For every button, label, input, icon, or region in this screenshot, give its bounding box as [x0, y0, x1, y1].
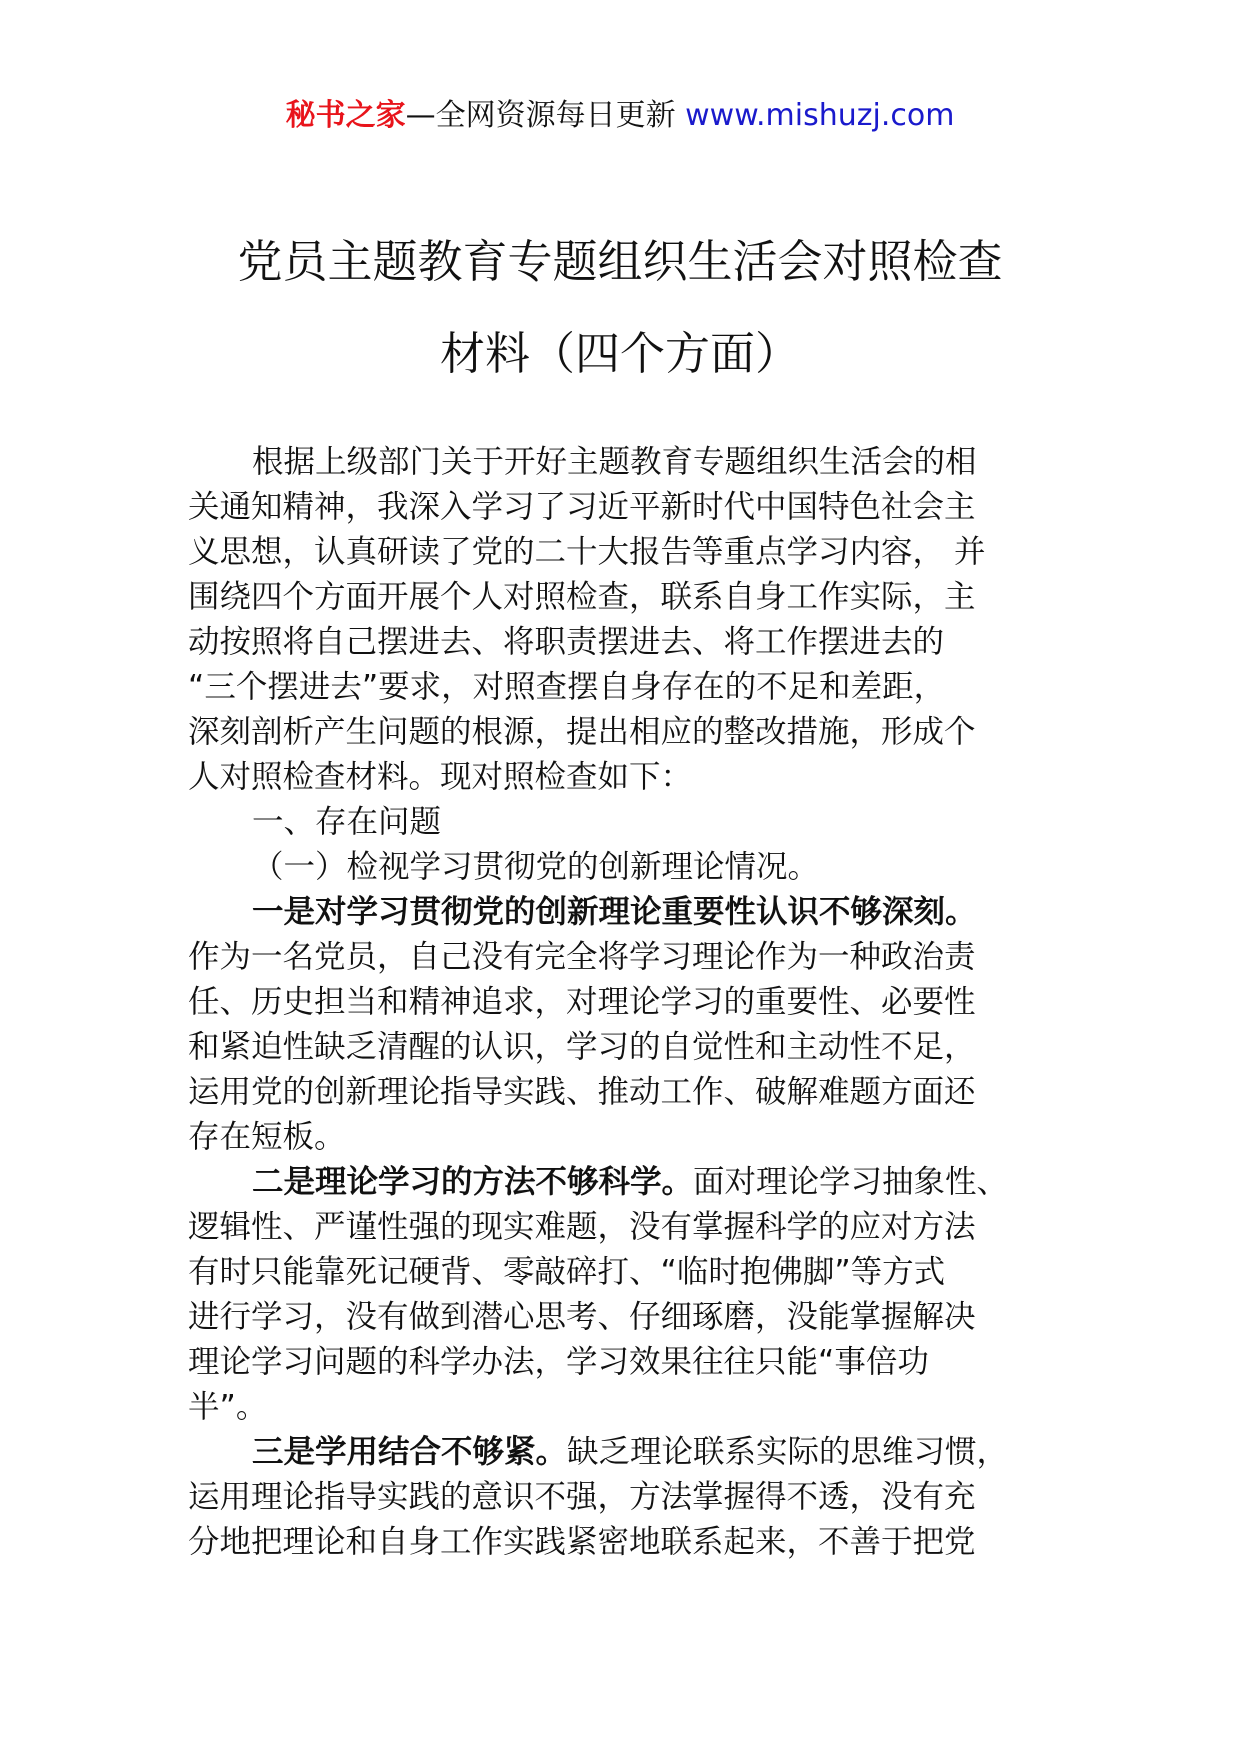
body-line — [188, 1250, 1052, 1295]
body-line — [188, 1385, 1052, 1430]
line-text: 动按照将自己摆进去、将职责摆进去、将工作摆进去的 — [188, 624, 945, 660]
line-text: 理论学习问题的科学办法，学习效果往往只能“事倍功 — [188, 1344, 929, 1380]
body-line — [188, 1160, 1052, 1205]
line-text: 义思想，认真研读了党的二十大报告等重点学习内容， 并 — [188, 534, 986, 570]
section-heading — [188, 800, 1052, 845]
line-text: 人对照检查材料。现对照检查如下： — [188, 759, 693, 795]
line-text: 和紧迫性缺乏清醒的认识，学习的自觉性和主动性不足， — [188, 1029, 976, 1065]
body-line — [188, 935, 1052, 980]
line-text: 作为一名党员，自己没有完全将学习理论作为一种政治责 — [188, 939, 976, 975]
line-text: 围绕四个方面开展个人对照检查，联系自身工作实际，主 — [188, 579, 976, 615]
body-line — [188, 710, 1052, 755]
body-line — [188, 440, 1052, 485]
body-line — [188, 665, 1052, 710]
point-heading-1: 一是对学习贯彻党的创新理论重要性认识不够深刻。 — [252, 894, 977, 930]
line-text: 关通知精神，我深入学习了习近平新时代中国特色社会主 — [188, 489, 976, 525]
line-text: 任、历史担当和精神追求，对理论学习的重要性、必要性 — [188, 984, 976, 1020]
body-line — [188, 1025, 1052, 1070]
line-text: 面对理论学习抽象性、 — [693, 1164, 1009, 1200]
point-heading-3: 三是学用结合不够紧。 — [252, 1434, 568, 1470]
body-line — [188, 1070, 1052, 1115]
document-body — [188, 440, 1052, 1565]
line-text: 运用党的创新理论指导实践、推动工作、破解难题方面还 — [188, 1074, 976, 1110]
body-line — [188, 1295, 1052, 1340]
site-header — [0, 96, 1240, 136]
body-line — [188, 1430, 1052, 1475]
brand-name: 秘书之家 — [285, 98, 406, 133]
body-line — [188, 890, 1052, 935]
body-line — [188, 1115, 1052, 1160]
body-line — [188, 530, 1052, 575]
body-line — [188, 1340, 1052, 1385]
line-text: （一）检视学习贯彻党的创新理论情况。 — [252, 849, 820, 885]
line-text: 逻辑性、严谨性强的现实难题，没有掌握科学的应对方法 — [188, 1209, 976, 1245]
line-text: 缺乏理论联系实际的思维习惯， — [567, 1434, 1009, 1470]
header-tagline: —全网资源每日更新 — [405, 98, 676, 133]
line-text: 进行学习，没有做到潜心思考、仔细琢磨，没能掌握解决 — [188, 1299, 976, 1335]
line-text: 半”。 — [188, 1389, 268, 1425]
point-heading-2: 二是理论学习的方法不够科学。 — [252, 1164, 694, 1200]
body-line — [188, 1520, 1052, 1565]
document-title-line-2: 材料（四个方面） — [439, 327, 800, 380]
line-text: 根据上级部门关于开好主题教育专题组织生活会的相 — [252, 444, 977, 480]
body-line — [188, 485, 1052, 530]
body-line — [188, 980, 1052, 1025]
body-line — [188, 620, 1052, 665]
body-line — [188, 1475, 1052, 1520]
line-text: 有时只能靠死记硬背、零敲碎打、“临时抱佛脚”等方式 — [188, 1254, 946, 1290]
body-line — [188, 755, 1052, 800]
body-line — [188, 1205, 1052, 1250]
document-title-line-1: 党员主题教育专题组织生活会对照检查 — [237, 235, 1003, 288]
subsection-heading — [188, 845, 1052, 890]
line-text: 运用理论指导实践的意识不强，方法掌握得不透，没有充 — [188, 1479, 976, 1515]
site-url-link[interactable]: www.mishuzj.com — [685, 98, 955, 133]
body-line — [188, 575, 1052, 620]
line-text: 一、存在问题 — [252, 804, 442, 840]
line-text: 存在短板。 — [188, 1119, 346, 1155]
line-text: “三个摆进去”要求，对照查摆自身存在的不足和差距， — [188, 669, 946, 705]
line-text: 深刻剖析产生问题的根源，提出相应的整改措施，形成个 — [188, 714, 976, 750]
line-text: 分地把理论和自身工作实践紧密地联系起来，不善于把党 — [188, 1524, 976, 1560]
